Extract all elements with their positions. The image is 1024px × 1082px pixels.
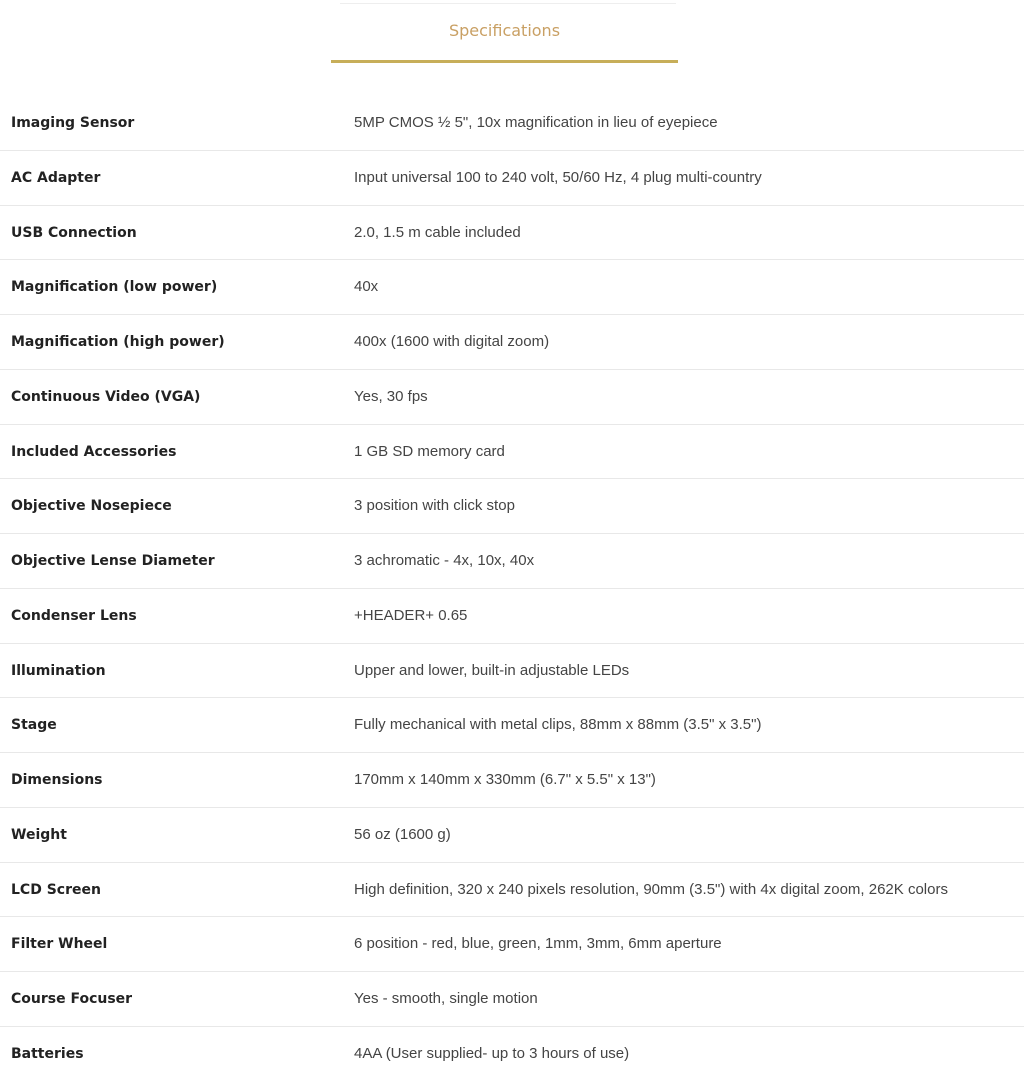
- spec-row: [0, 972, 1024, 1027]
- spec-row: [0, 644, 1024, 699]
- spec-value: Fully mechanical with metal clips, 88mm x 88mm (3.5" x 3.5"): [354, 716, 762, 734]
- spec-row: [0, 1027, 1024, 1082]
- spec-row: [0, 206, 1024, 261]
- spec-value: 6 position - red, blue, green, 1mm, 3mm, 6mm aperture: [354, 935, 722, 953]
- spec-value: 400x (1600 with digital zoom): [354, 333, 550, 350]
- spec-name: Course Focuser: [11, 991, 133, 1007]
- spec-value: 40x: [354, 278, 379, 296]
- spec-row: [0, 808, 1024, 863]
- spec-row: [0, 260, 1024, 315]
- specifications-table: [0, 96, 1024, 1082]
- spec-value: 3 position with click stop: [354, 497, 515, 515]
- spec-value: 1 GB SD memory card: [354, 442, 505, 460]
- spec-row: [0, 96, 1024, 151]
- spec-name: Continuous Video (VGA): [11, 388, 201, 405]
- spec-name: Weight: [11, 826, 67, 843]
- spec-name: Magnification (high power): [11, 334, 225, 350]
- spec-value: +HEADER+ 0.65: [354, 606, 468, 624]
- spec-value: 170mm x 140mm x 330mm (6.7" x 5.5" x 13"): [354, 771, 656, 788]
- spec-name: Condenser Lens: [11, 607, 137, 624]
- spec-name: Illumination: [11, 662, 106, 679]
- spec-row: [0, 151, 1024, 206]
- spec-row: [0, 479, 1024, 534]
- spec-row: [0, 753, 1024, 808]
- spec-value: 5MP CMOS ½ 5", 10x magnification in lieu of eyepiece: [354, 114, 718, 131]
- spec-value: High definition, 320 x 240 pixels resolution, 90mm (3.5") with 4x digital zoom, 262K colors: [354, 880, 948, 898]
- spec-name: USB Connection: [11, 224, 137, 241]
- spec-name: Included Accessories: [11, 443, 177, 460]
- spec-value: 56 oz (1600 g): [354, 825, 451, 843]
- spec-name: Stage: [11, 717, 57, 734]
- spec-row: [0, 425, 1024, 480]
- spec-value: Yes - smooth, single motion: [354, 990, 538, 1007]
- tab-bar: [0, 0, 1024, 70]
- spec-name: Filter Wheel: [11, 936, 108, 953]
- spec-value: 4AA (User supplied- up to 3 hours of use): [354, 1044, 630, 1062]
- spec-name: Objective Nosepiece: [11, 498, 172, 515]
- spec-name: Dimensions: [11, 772, 103, 788]
- spec-name: Batteries: [11, 1045, 84, 1062]
- spec-name: Objective Lense Diameter: [11, 553, 215, 569]
- tab-specifications[interactable]: [331, 0, 678, 63]
- spec-row: [0, 698, 1024, 753]
- spec-row: [0, 917, 1024, 972]
- spec-row: [0, 370, 1024, 425]
- spec-row: [0, 589, 1024, 644]
- spec-name: AC Adapter: [11, 169, 101, 186]
- spec-value: 3 achromatic - 4x, 10x, 40x: [354, 552, 535, 569]
- spec-row: [0, 863, 1024, 918]
- tab-active-underline: [331, 60, 678, 63]
- spec-value: 2.0, 1.5 m cable included: [354, 223, 521, 241]
- spec-name: LCD Screen: [11, 881, 101, 898]
- spec-row: [0, 315, 1024, 370]
- tab-specifications-label: Specifications: [448, 21, 561, 40]
- spec-row: [0, 534, 1024, 589]
- spec-value: Upper and lower, built-in adjustable LEDs: [354, 661, 630, 679]
- spec-name: Imaging Sensor: [11, 115, 135, 131]
- spec-value: Yes, 30 fps: [354, 387, 428, 405]
- spec-value: Input universal 100 to 240 volt, 50/60 Hz, 4 plug multi-country: [354, 168, 762, 186]
- spec-name: Magnification (low power): [11, 279, 218, 296]
